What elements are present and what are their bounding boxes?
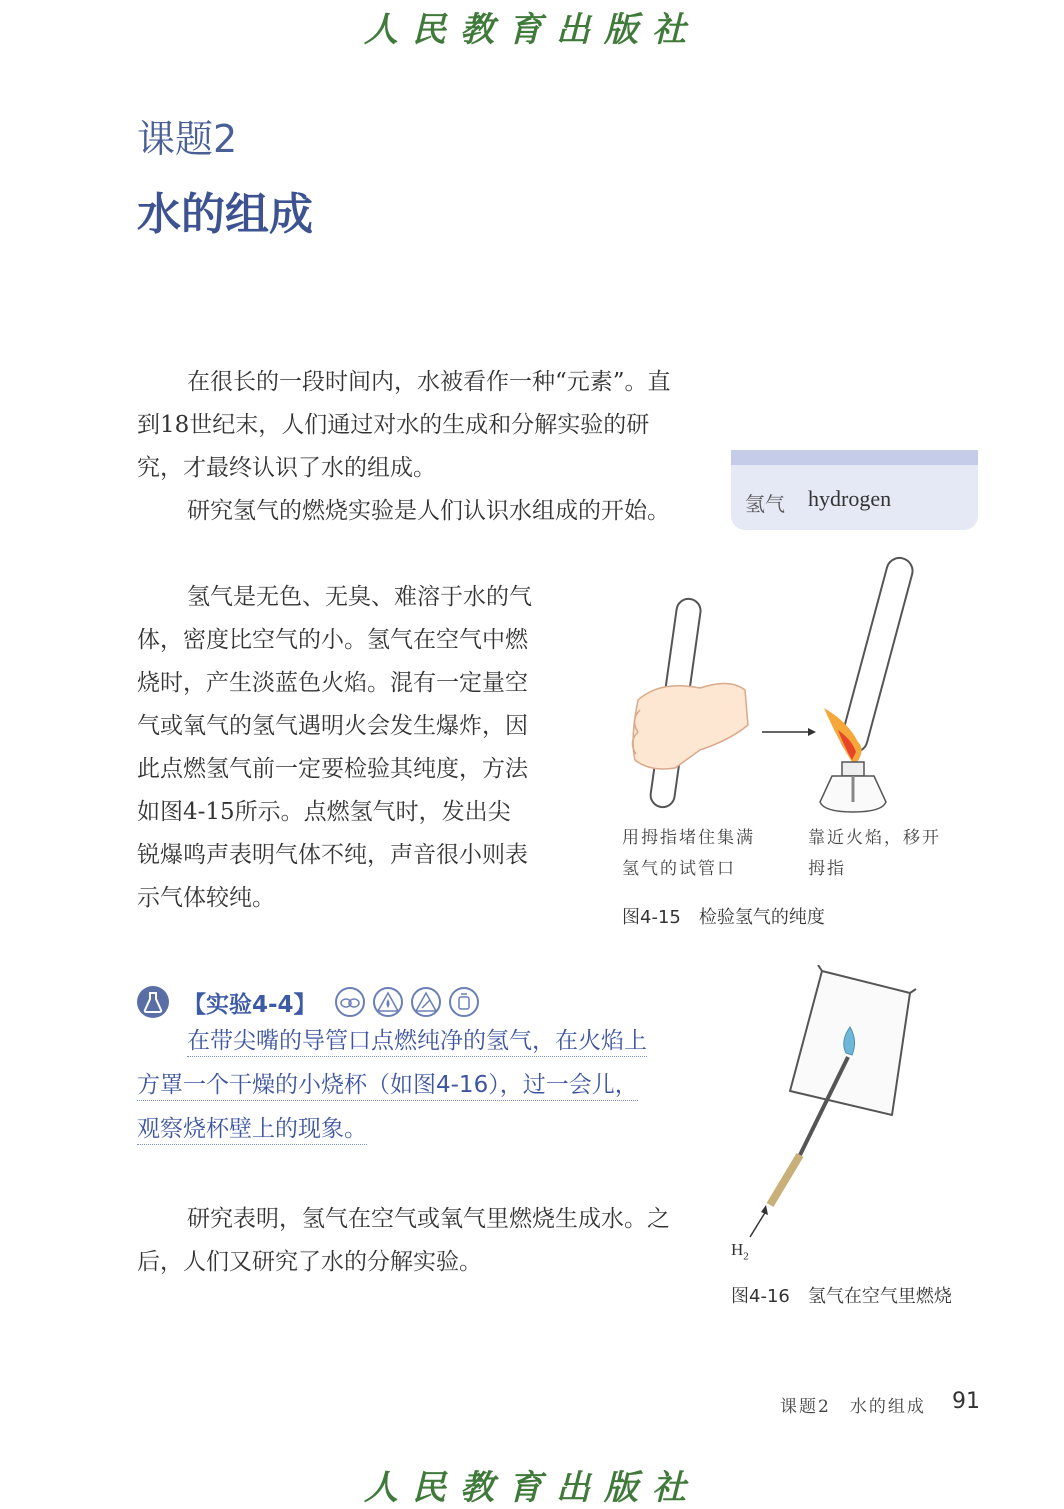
page-number: 91 xyxy=(952,1389,980,1414)
vocabulary-box-bar xyxy=(731,450,978,465)
experiment-line-3: 观察烧杯壁上的现象。 xyxy=(137,1116,367,1145)
figure-4-15-caption: 图4-15 检验氢气的纯度 xyxy=(622,907,825,928)
paragraph-hydrogen-study: 研究氢气的燃烧实验是人们认识水组成的开始。 xyxy=(187,498,670,524)
figure-4-15-step2-caption: 靠近火焰，移开拇指 xyxy=(808,828,941,879)
paragraph-hydrogen-properties: 氢气是无色、无臭、难溶于水的气体，密度比空气的小。氢气在空气中燃烧时，产生淡蓝色火焰。混有一定量空气或氧气的氢气遇明火会发生爆炸，因此点燃氢气前一定要检验其纯度，方法如图4-15所示。点燃氢气时，发出尖锐爆鸣声表明气体不纯，声音很小则表示气体较纯。 xyxy=(137,584,532,911)
vocabulary-chinese: 氢气 xyxy=(745,492,785,516)
hydrogen-symbol: H xyxy=(731,1240,744,1259)
hand-wash-icon xyxy=(449,987,479,1017)
publisher-footer: 人民教育出版社 xyxy=(364,1468,700,1508)
flask-icon xyxy=(137,986,169,1018)
vocabulary-english: hydrogen xyxy=(808,486,892,511)
figure-4-16-illustration xyxy=(730,965,960,1255)
experiment-label: 【实验4-4】 xyxy=(183,991,317,1018)
hydrogen-subscript: 2 xyxy=(743,1250,749,1263)
experiment-header xyxy=(137,983,479,1021)
experiment-line-1: 在带尖嘴的导管口点燃纯净的氢气，在火焰上 xyxy=(187,1028,647,1057)
paragraph-history: 在很长的一段时间内，水被看作一种“元素”。直到18世纪末，人们通过对水的生成和分解实验的研究，才最终认识了水的组成。 xyxy=(137,369,671,481)
goggles-icon xyxy=(335,987,365,1017)
flame-hazard-icon xyxy=(373,987,403,1017)
arrow-icon xyxy=(762,728,816,736)
alcohol-lamp-icon xyxy=(820,762,886,812)
footer-section: 课题2 水的组成 xyxy=(780,1397,926,1417)
gas-flow-arrow-icon xyxy=(750,1205,768,1237)
explosion-hazard-icon xyxy=(411,987,441,1017)
test-tube-right xyxy=(839,555,916,755)
figure-4-15-illustration xyxy=(620,550,960,830)
safety-icons xyxy=(335,987,479,1017)
section-title: 水的组成 xyxy=(137,189,313,240)
figure-4-16-caption: 图4-16 氢气在空气里燃烧 xyxy=(731,1286,952,1307)
experiment-text xyxy=(137,1019,682,1151)
vocabulary-box xyxy=(731,450,978,530)
publisher-header: 人民教育出版社 xyxy=(364,10,700,50)
paragraph-conclusion: 研究表明，氢气在空气或氧气里燃烧生成水。之后，人们又研究了水的分解实验。 xyxy=(137,1206,670,1275)
figure-4-15-step1-caption: 用拇指堵住集满氢气的试管口 xyxy=(622,828,755,879)
experiment-line-2: 方罩一个干燥的小烧杯（如图4-16），过一会儿， xyxy=(137,1072,638,1101)
section-number: 课题2 xyxy=(137,117,238,161)
hand-illustration xyxy=(632,683,748,769)
hydrogen-label xyxy=(731,1240,749,1262)
